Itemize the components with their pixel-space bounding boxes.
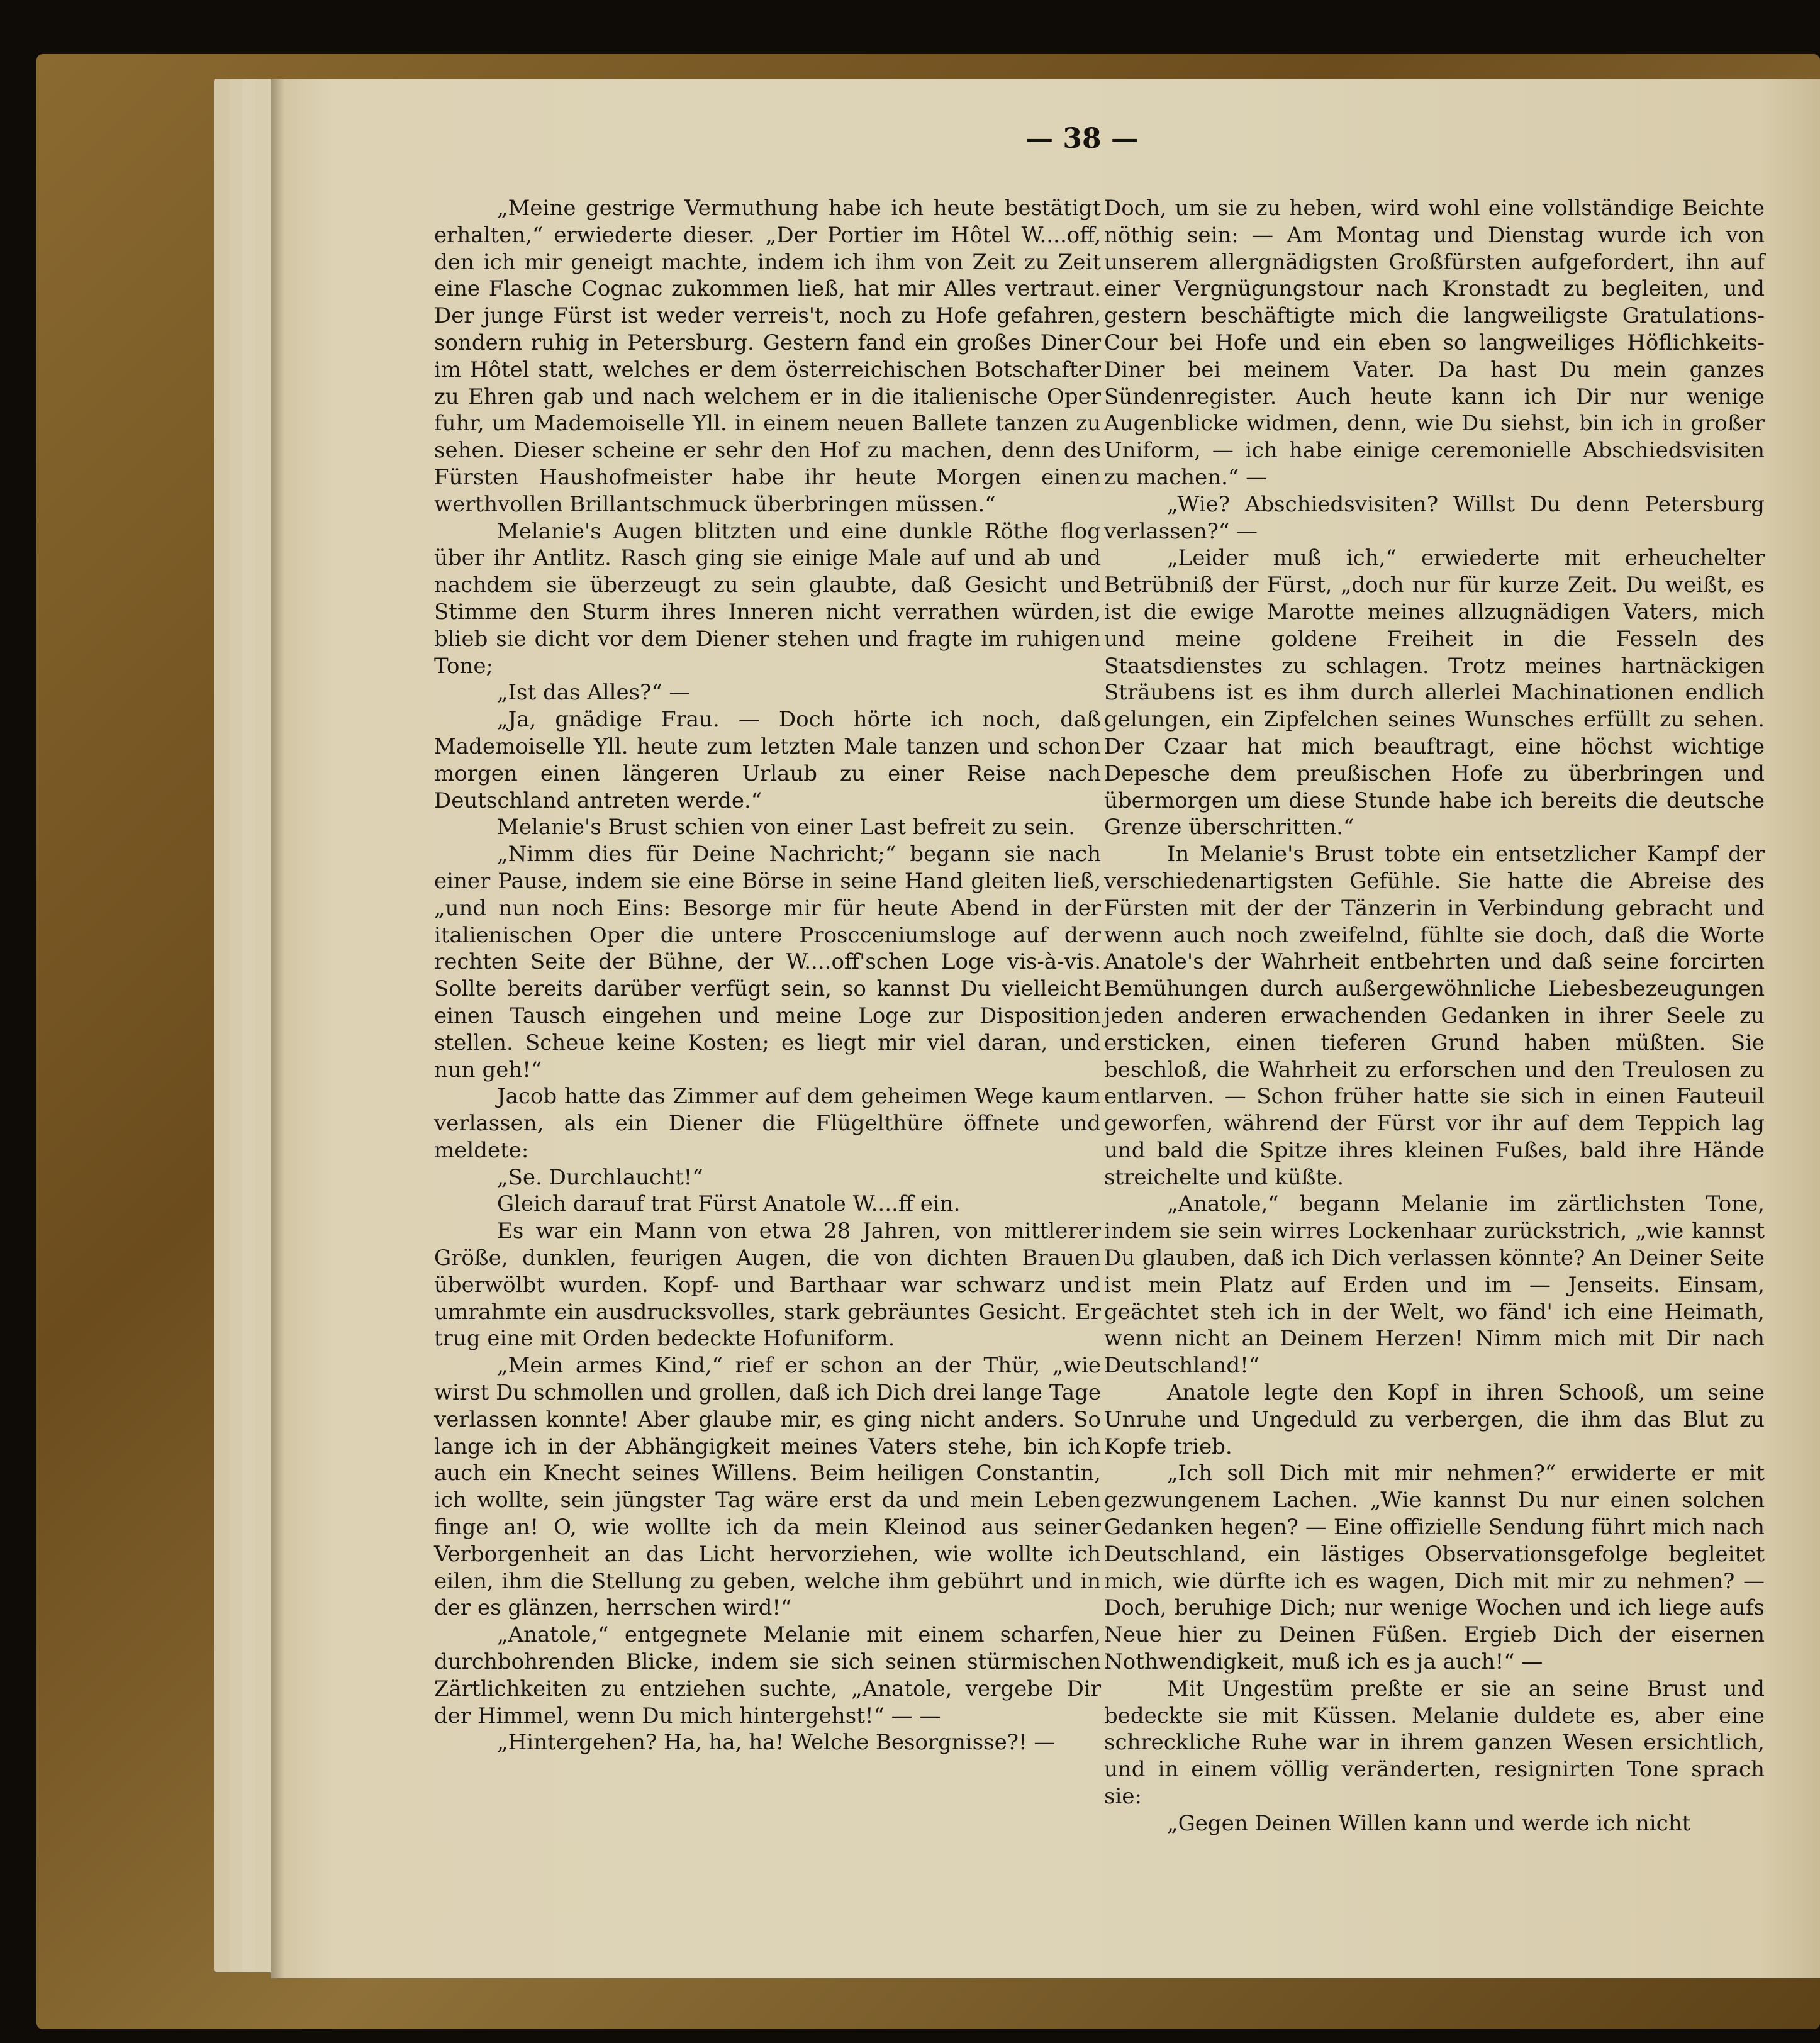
- left-column: [434, 195, 1101, 1756]
- paragraph: „Ja, gnädige Frau. — Doch hörte ich noch, daß Mademoiselle Yll. heute zum letzten Male tanzen und schon morgen einen längeren Urlaub zu einer Reise nach Deutschland antreten werde.“: [434, 707, 1101, 813]
- paragraph: „Mein armes Kind,“ rief er schon an der Thür, „wie wirst Du schmollen und grollen, daß ich Dich drei lange Tage verlassen konnte! Aber glaube mir, es ging nicht anders. So lange ich in der Abhängigkeit meines Vaters stehe, bin ich auch ein Knecht seines Willens. Beim heiligen Constantin, ich wollte, sein jüngster Tag wäre erst da und mein Leben finge an! O, wie wollte ich da mein Kleinod aus seiner Verborgenheit an das Licht hervorziehen, wie wollte ich eilen, ihm die Stellung zu geben, welche ihm gebührt und in der es glänzen, herrschen wird!“: [434, 1353, 1101, 1621]
- paragraph: Jacob hatte das Zimmer auf dem geheimen Wege kaum verlassen, als ein Diener die Flügelthüre öffnete und meldete:: [434, 1084, 1101, 1163]
- paragraph: „Ist das Alles?“ —: [497, 680, 691, 706]
- paragraph: Gleich darauf trat Fürst Anatole W....ff ein.: [497, 1191, 961, 1217]
- paragraph: Melanie's Augen blitzten und eine dunkle Röthe flog über ihr Antlitz. Rasch ging sie einige Male auf und ab und nachdem sie überzeugt zu sein glaubte, daß Gesicht und Stimme den Sturm ihres Inneren nicht verrathen würden, blieb sie dicht vor dem Diener stehen und fragte im ruhigen Tone;: [434, 518, 1101, 679]
- right-column: [1104, 195, 1765, 1837]
- document-page: [271, 79, 1820, 1978]
- page-gutter-shadow: [271, 79, 284, 1978]
- paragraph: „Anatole,“ entgegnete Melanie mit einem scharfen, durchbohrenden Blicke, indem sie sich seinen stürmischen Zärtlichkeiten zu entziehen suchte, „Anatole, vergebe Dir der Himmel, wenn Du mich hintergehst!“ — —: [434, 1622, 1101, 1728]
- paragraph: „Anatole,“ begann Melanie im zärtlichsten Tone, indem sie sein wirres Lockenhaar zurückstrich, „wie kannst Du glauben, daß ich Dich verlassen könnte? An Deiner Seite ist mein Platz auf Erden und im — Jenseits. Einsam, geächtet steh ich in der Welt, wo fänd' ich eine Heimath, wenn nicht an Deinem Herzen! Nimm mich mit Dir nach Deutschland!“: [1104, 1191, 1765, 1379]
- paragraph: „Hintergehen? Ha, ha, ha! Welche Besorgnisse?! —: [497, 1730, 1056, 1756]
- paragraph: Melanie's Brust schien von einer Last befreit zu sein.: [497, 815, 1075, 840]
- paragraph: „Meine gestrige Vermuthung habe ich heute bestätigt erhalten,“ erwiederte dieser. „Der Portier im Hôtel W....off, den ich mir geneigt machte, indem ich ihm von Zeit zu Zeit eine Flasche Cognac zukommen ließ, hat mir Alles vertraut. Der junge Fürst ist weder verreis't, noch zu Hofe gefahren, sondern ruhig in Petersburg. Gestern fand ein großes Diner im Hôtel statt, welches er dem österreichischen Botschafter zu Ehren gab und nach welchem er in die italienische Oper fuhr, um Mademoiselle Yll. in einem neuen Ballete tanzen zu sehen. Dieser scheine er sehr den Hof zu machen, denn des Fürsten Haushofmeister habe ihr heute Morgen einen werthvollen Brillantschmuck überbringen müssen.“: [434, 196, 1101, 517]
- paragraph: „Gegen Deinen Willen kann und werde ich nicht: [1167, 1810, 1691, 1836]
- paragraph: „Se. Durchlaucht!“: [497, 1164, 703, 1190]
- paragraph: „Nimm dies für Deine Nachricht;“ begann sie nach einer Pause, indem sie eine Börse in seine Hand gleiten ließ, „und nun noch Eins: Besorge mir für heute Abend in der italienischen Oper die untere Proscceniumsloge auf der rechten Seite der Bühne, der W....off'schen Loge vis-à-vis. Sollte bereits darüber verfügt sein, so kannst Du vielleicht einen Tausch eingehen und meine Loge zur Disposition stellen. Scheue keine Kosten; es liegt mir viel daran, und nun geh!“: [434, 842, 1101, 1083]
- paragraph: „Ich soll Dich mit mir nehmen?“ erwiderte er mit gezwungenem Lachen. „Wie kannst Du nur einen solchen Gedanken hegen? — Eine offizielle Sendung führt mich nach Deutschland, ein lästiges Observationsgefolge begleitet mich, wie dürfte ich es wagen, Dich mit mir zu nehmen? — Doch, beruhige Dich; nur wenige Wochen und ich liege aufs Neue hier zu Deinen Füßen. Ergieb Dich der eisernen Nothwendigkeit, muß ich es ja auch!“ —: [1104, 1461, 1765, 1675]
- paragraph: In Melanie's Brust tobte ein entsetzlicher Kampf der verschiedenartigsten Gefühle. Sie hatte die Abreise des Fürsten mit der der Tänzerin in Verbindung gebracht und wenn auch noch zweifelnd, fühlte sie doch, daß die Worte Anatole's der Wahrheit entbehrten und daß seine forcirten Bemühungen durch außergewöhnliche Liebesbezeugungen jeden anderen erwachenden Gedanken in ihrer Seele zu ersticken, einen tieferen Grund haben müßten. Sie beschloß, die Wahrheit zu erforschen und den Treulosen zu entlarven. — Schon früher hatte sie sich in einen Fauteuil geworfen, während der Fürst vor ihr auf dem Teppich lag und bald die Spitze ihres kleinen Fußes, bald ihre Hände streichelte und küßte.: [1104, 842, 1765, 1190]
- paragraph-continued: Doch, um sie zu heben, wird wohl eine vollständige Beichte nöthig sein: — Am Montag und Dienstag wurde ich von unserem allergnädigsten Großfürsten aufgefordert, ihn auf einer Vergnügungstour nach Kronstadt zu begleiten, und gestern beschäftigte mich die langweiligste Gratulations-Cour bei Hofe und ein eben so langweiliges Höflichkeits-Diner bei meinem Vater. Da hast Du mein ganzes Sündenregister. Auch heute kann ich Dir nur wenige Augenblicke widmen, denn, wie Du siehst, bin ich in großer Uniform, — ich habe einige ceremonielle Abschiedsvisiten zu machen.“ —: [1104, 196, 1765, 490]
- paragraph: Es war ein Mann von etwa 28 Jahren, von mittlerer Größe, dunklen, feurigen Augen, die von dichten Brauen überwölbt wurden. Kopf- und Barthaar war schwarz und umrahmte ein ausdrucksvolles, stark gebräuntes Gesicht. Er trug eine mit Orden bedeckte Hofuniform.: [434, 1218, 1101, 1352]
- paragraph: „Wie? Abschiedsvisiten? Willst Du denn Petersburg verlassen?“ —: [1104, 491, 1765, 544]
- paragraph: Mit Ungestüm preßte er sie an seine Brust und bedeckte sie mit Küssen. Melanie duldete es, aber eine schreckliche Ruhe war in ihrem ganzen Wesen ersichtlich, und in einem völlig veränderten, resignirten Tone sprach sie:: [1104, 1676, 1765, 1810]
- paragraph: „Leider muß ich,“ erwiederte mit erheuchelter Betrübniß der Fürst, „doch nur für kurze Zeit. Du weißt, es ist die ewige Marotte meines allzugnädigen Vaters, mich und meine goldene Freiheit in die Fesseln des Staatsdienstes zu schlagen. Trotz meines hartnäckigen Sträubens ist es ihm durch allerlei Machinationen endlich gelungen, ein Zipfelchen seines Wunsches erfüllt zu sehen. Der Czaar hat mich beauftragt, eine höchst wichtige Depesche dem preußischen Hofe zu überbringen und übermorgen um diese Stunde habe ich bereits die deutsche Grenze überschritten.“: [1104, 545, 1765, 840]
- page-number: — 38 —: [1025, 123, 1139, 155]
- paragraph: Anatole legte den Kopf in ihren Schooß, um seine Unruhe und Ungeduld zu verbergen, die ihm das Blut zu Kopfe trieb.: [1104, 1380, 1765, 1459]
